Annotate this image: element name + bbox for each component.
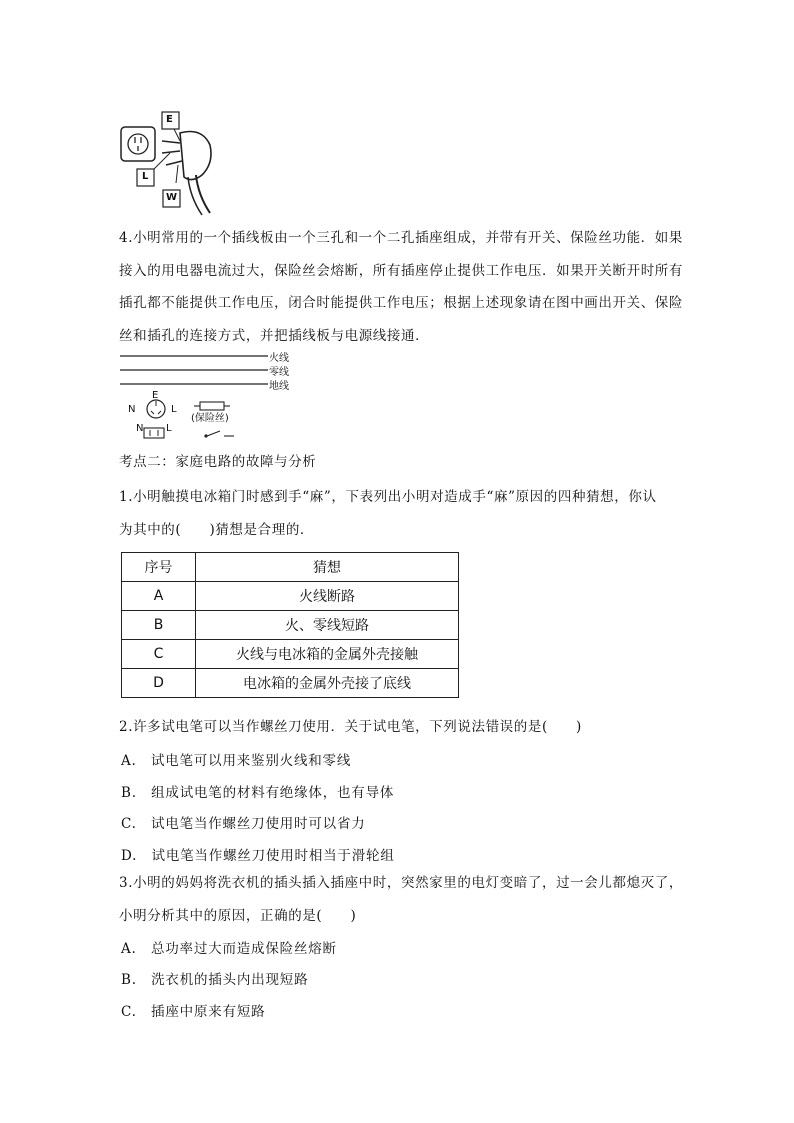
table-cell-guess: 火、零线短路 <box>196 611 459 640</box>
socket2-n-label: N <box>136 423 144 434</box>
section-heading: 考点二：家庭电路的故障与分析 <box>119 454 317 470</box>
plug-figure <box>118 105 228 217</box>
q2-option-d: D. 试电笔当作螺丝刀使用时相当于滑轮组 <box>121 848 395 864</box>
table-cell-id: D <box>122 669 196 698</box>
circuit-figure <box>118 348 308 446</box>
fuse-label: (保险丝) <box>191 413 229 424</box>
table-row <box>122 582 459 611</box>
table-row <box>122 611 459 640</box>
table-cell-guess: 电冰箱的金属外壳接了底线 <box>196 669 459 698</box>
socket3-e-label: E <box>152 390 159 401</box>
table-header-guess: 猜想 <box>196 553 459 582</box>
table-cell-id: B <box>122 611 196 640</box>
table-header-row <box>122 553 459 582</box>
q2-option-a: A. 试电笔可以用来鉴别火线和零线 <box>121 753 352 769</box>
question-3 <box>119 867 683 932</box>
table-row <box>122 669 459 698</box>
table-cell-id: C <box>122 640 196 669</box>
q3-option-a: A. 总功率过大而造成保险丝熔断 <box>121 941 337 957</box>
q3-option-b: B. 洗衣机的插头内出现短路 <box>121 972 309 988</box>
q2-option-b: B. 组成试电笔的材料有绝缘体，也有导体 <box>121 785 395 801</box>
table-cell-guess: 火线断路 <box>196 582 459 611</box>
question-1 <box>119 481 657 546</box>
q3-option-c: C. 插座中原来有短路 <box>121 1004 266 1020</box>
table-cell-id: A <box>122 582 196 611</box>
q1-line-1: 1.小明触摸电冰箱门时感到手“麻”，下表列出小明对造成手“麻”原因的四种猜想，你认 <box>119 489 657 505</box>
q4-line-1: 4.小明常用的一个插线板由一个三孔和一个二孔插座组成，并带有开关、保险丝功能．如果 <box>119 230 683 246</box>
ground-wire-label: 地线 <box>269 381 289 392</box>
plug-label-e: E <box>166 114 173 125</box>
plug-label-w: W <box>166 192 178 203</box>
table-cell-guess: 火线与电冰箱的金属外壳接触 <box>196 640 459 669</box>
live-wire-label: 火线 <box>269 353 289 364</box>
socket2-l-label: L <box>166 423 172 434</box>
q4-line-2: 接入的用电器电流过大，保险丝会熔断，所有插座停止提供工作电压．如果开关断开时所有 <box>119 262 683 279</box>
question-2-stem: 2.许多试电笔可以当作螺丝刀使用．关于试电笔，下列说法错误的是( ) <box>119 719 582 735</box>
q1-line-2: 为其中的( )猜想是合理的． <box>119 521 315 538</box>
socket3-l-label: L <box>171 404 177 415</box>
table-row <box>122 640 459 669</box>
q3-line-1: 3.小明的妈妈将洗衣机的插头插入插座中时，突然家里的电灯变暗了，过一会儿都熄灭了， <box>119 875 683 891</box>
socket3-n-label: N <box>128 404 136 415</box>
q3-line-2: 小明分析其中的原因，正确的是( ) <box>119 907 357 924</box>
plug-label-l: L <box>142 171 149 182</box>
guess-table <box>121 552 459 698</box>
q4-line-3: 插孔都不能提供工作电压，闭合时能提供工作电压；根据上述现象请在图中画出开关、保险 <box>119 295 683 311</box>
q4-line-4: 丝和插孔的连接方式，并把插线板与电源线接通． <box>119 327 430 344</box>
table-header-number: 序号 <box>122 553 196 582</box>
neutral-wire-label: 零线 <box>269 367 289 378</box>
question-4 <box>119 222 683 352</box>
q2-option-c: C. 试电笔当作螺丝刀使用时可以省力 <box>121 816 366 832</box>
